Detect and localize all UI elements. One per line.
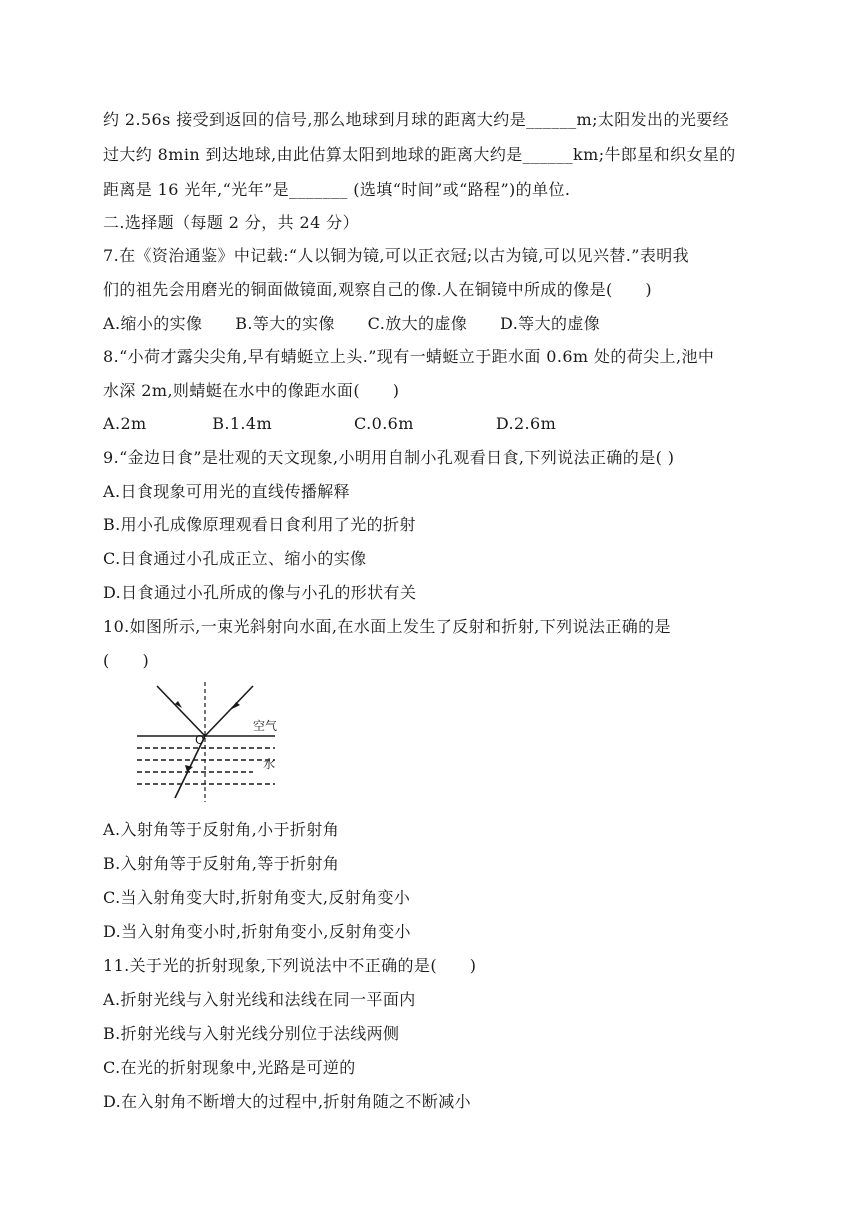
question-7-stem-line-2: 们的祖先会用磨光的铜面做镜面,观察自己的像.人在铜镜中所成的像是( ) — [103, 280, 653, 299]
question-10-option-d: D.当入射角变小时,折射角变小,反射角变小 — [103, 922, 411, 941]
question-11-option-b: B.折射光线与入射光线分别位于法线两侧 — [103, 1024, 400, 1043]
question-11-option-c: C.在光的折射现象中,光路是可逆的 — [103, 1058, 356, 1077]
question-10-option-b: B.入射角等于反射角,等于折射角 — [103, 854, 340, 873]
question-9-option-c: C.日食通过小孔成正立、缩小的实像 — [103, 549, 367, 568]
reflected-ray — [205, 686, 253, 736]
question-9-option-b: B.用小孔成像原理观看日食利用了光的折射 — [103, 515, 416, 534]
question-7-options: A.缩小的实像 B.等大的实像 C.放大的虚像 D.等大的虚像 — [103, 314, 601, 333]
question-6-text-line-2: 过大约 8min 到达地球,由此估算太阳到地球的距离大约是______km;牛郎星和织女星的 — [103, 145, 736, 164]
question-11-stem: 11.关于光的折射现象,下列说法中不正确的是( ) — [103, 956, 477, 975]
water-surface-dashes — [137, 748, 275, 784]
section-heading: 二.选择题（每题 2 分，共 24 分） — [103, 213, 359, 232]
air-label: 空气 — [253, 719, 278, 733]
point-o-label: O — [195, 733, 205, 747]
water-label: 水 — [263, 757, 276, 771]
question-7-stem-line-1: 7.在《资治通鉴》中记载:“人以铜为镜,可以正衣冠;以古为镜,可以见兴替.”表明我 — [103, 246, 690, 265]
question-10-option-a: A.入射角等于反射角,小于折射角 — [103, 820, 340, 839]
question-10-stem-line-2: ( ) — [103, 651, 150, 670]
refraction-diagram-svg — [135, 680, 290, 805]
question-10-stem-line-1: 10.如图所示,一束光斜射向水面,在水面上发生了反射和折射,下列说法正确的是 — [103, 617, 671, 636]
question-6-text-line-3: 距离是 16 光年,“光年”是_______ (选填“时间”或“路程”)的单位. — [103, 180, 571, 199]
question-9-option-d: D.日食通过小孔所成的像与小孔的形状有关 — [103, 583, 417, 602]
question-9-stem: 9.“金边日食”是壮观的天文现象,小明用自制小孔观看日食,下列说法正确的是( ) — [103, 448, 675, 467]
question-8-options: A.2m B.1.4m C.0.6m D.2.6m — [103, 414, 557, 433]
question-8-stem-line-2: 水深 2m,则蜻蜓在水中的像距水面( ) — [103, 381, 400, 400]
refracted-ray-arrow — [185, 765, 193, 772]
refraction-diagram — [135, 680, 290, 805]
question-9-option-a: A.日食现象可用光的直线传播解释 — [103, 482, 351, 501]
question-11-option-d: D.在入射角不断增大的过程中,折射角随之不断减小 — [103, 1092, 472, 1111]
question-11-option-a: A.折射光线与入射光线和法线在同一平面内 — [103, 990, 416, 1009]
question-8-stem-line-1: 8.“小荷才露尖尖角,早有蜻蜓立上头.”现有一蜻蜓立于距水面 0.6m 处的荷尖上,池中 — [103, 347, 715, 366]
question-6-text-line-1: 约 2.56s 接受到返回的信号,那么地球到月球的距离大约是______m;太阳发出的光要经 — [103, 110, 730, 129]
question-10-option-c: C.当入射角变大时,折射角变大,反射角变小 — [103, 888, 411, 907]
incident-ray — [157, 686, 205, 736]
